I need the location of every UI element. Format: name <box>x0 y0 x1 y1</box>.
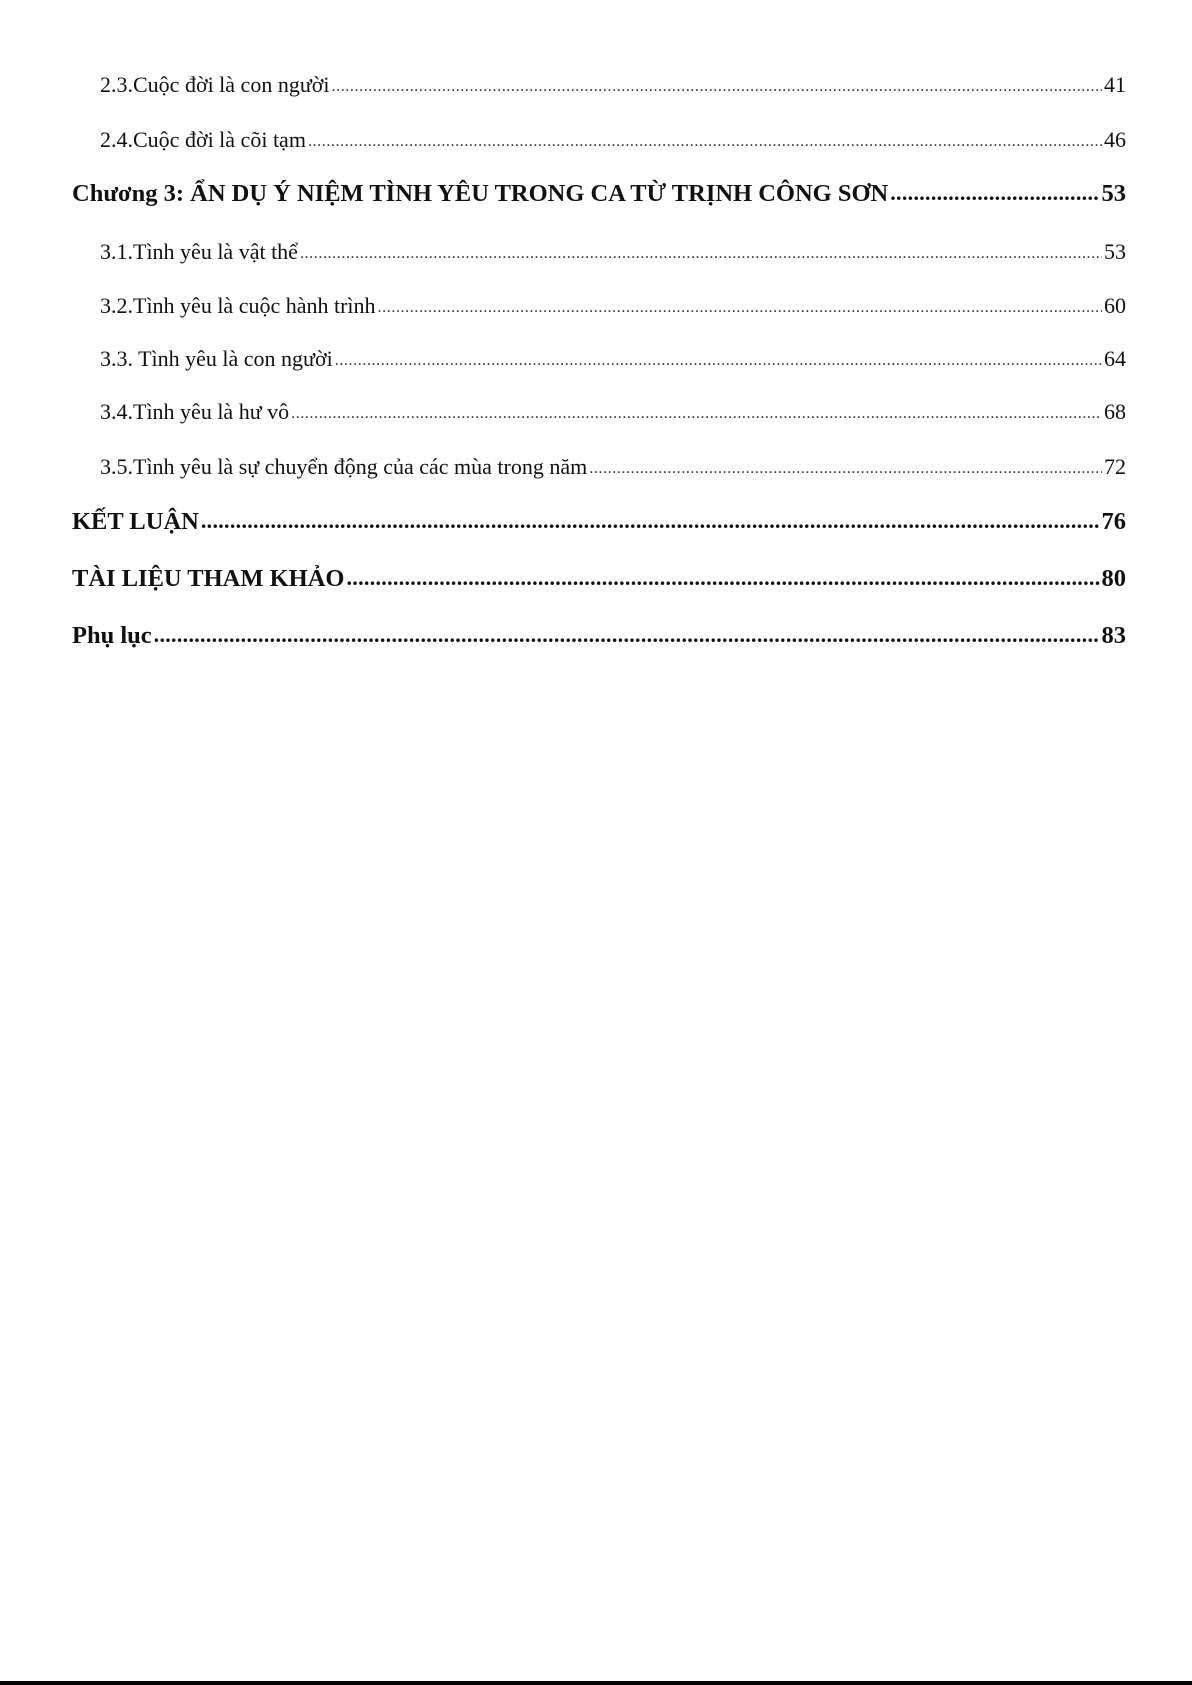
toc-entry-page: 76 <box>1101 508 1126 535</box>
toc-entry-page: 83 <box>1101 622 1126 649</box>
toc-entry-page: 53 <box>1101 180 1126 207</box>
toc-entry-label: KẾT LUẬN <box>72 508 199 535</box>
toc-entry-label: 3.1.Tình yêu là vật thể <box>100 239 298 264</box>
toc-entry-3-5[interactable] <box>100 454 1126 480</box>
toc-entry-3-2[interactable] <box>100 293 1126 319</box>
toc-entry-label: Chương 3: ẨN DỤ Ý NIỆM TÌNH YÊU TRONG CA TỪ TRỊNH CÔNG SƠN <box>72 180 889 207</box>
toc-entry-chapter-3[interactable] <box>72 180 1126 208</box>
toc-entry-label: 2.4.Cuộc đời là cõi tạm <box>100 127 306 152</box>
toc-entry-page: 64 <box>1104 346 1126 371</box>
page-bottom-edge <box>0 1681 1192 1685</box>
toc-entry-label: TÀI LIỆU THAM KHẢO <box>72 565 345 592</box>
toc-entry-page: 41 <box>1104 72 1126 97</box>
toc-entry-page: 53 <box>1104 239 1126 264</box>
toc-dot-leader <box>335 345 1102 371</box>
toc-entry-3-4[interactable] <box>100 399 1126 425</box>
toc-entry-references[interactable] <box>72 565 1126 593</box>
toc-dot-leader <box>347 564 1100 592</box>
toc-entry-page: 68 <box>1104 399 1126 424</box>
toc-dot-leader <box>291 398 1102 424</box>
toc-entry-3-3[interactable] <box>100 346 1126 372</box>
toc-entry-label: 2.3.Cuộc đời là con người <box>100 72 330 97</box>
toc-dot-leader <box>332 71 1103 97</box>
toc-entry-page: 46 <box>1104 127 1126 152</box>
toc-entry-conclusion[interactable] <box>72 508 1126 536</box>
toc-dot-leader <box>201 507 1100 535</box>
toc-entry-page: 60 <box>1104 293 1126 318</box>
toc-dot-leader <box>890 179 1099 207</box>
toc-dot-leader <box>378 292 1102 318</box>
toc-entry-page: 80 <box>1101 565 1126 592</box>
toc-entry-2-4[interactable] <box>100 127 1126 153</box>
toc-entry-3-1[interactable] <box>100 239 1126 265</box>
toc-dot-leader <box>589 453 1102 479</box>
toc-dot-leader <box>300 238 1102 264</box>
toc-entry-label: 3.5.Tình yêu là sự chuyển động của các mùa trong năm <box>100 454 588 479</box>
toc-entry-label: 3.3. Tình yêu là con người <box>100 346 333 371</box>
toc-entry-label: 3.2.Tình yêu là cuộc hành trình <box>100 293 376 318</box>
toc-dot-leader <box>154 621 1100 649</box>
toc-entry-2-3[interactable] <box>100 72 1126 98</box>
toc-entry-page: 72 <box>1104 454 1126 479</box>
toc-entry-label: Phụ lục <box>72 622 152 649</box>
toc-entry-appendix[interactable] <box>72 622 1126 650</box>
toc-dot-leader <box>308 126 1102 152</box>
toc-entry-label: 3.4.Tình yêu là hư vô <box>100 399 290 424</box>
